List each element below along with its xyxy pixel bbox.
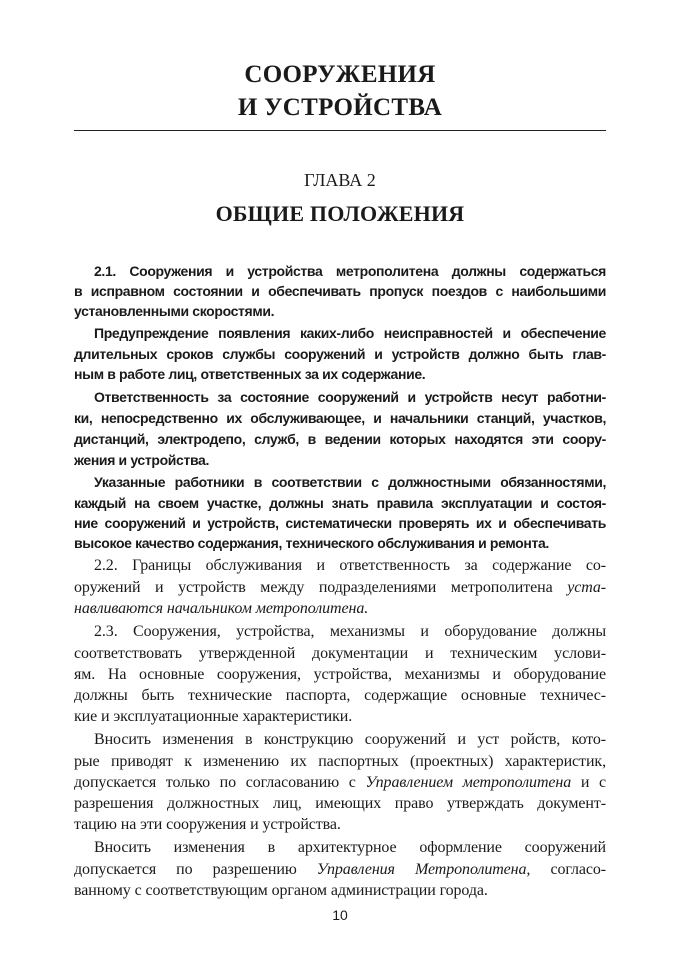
paragraph-responsibility-line: Ответственность за состояние сооружений и устройств несут работни- <box>94 389 606 405</box>
paragraph-construction-line: допускается только по согласованию с Управлением метрополитена и с <box>74 774 606 791</box>
paragraph-construction-line: рые приводят к изменению их паспортных (проектных) характеристик, <box>74 753 606 770</box>
header-divider <box>74 130 606 131</box>
paragraph-2-3-line: 2.3. Сооружения, устройства, механизмы и оборудование должны <box>94 623 606 640</box>
paragraph-2-1-line: в исправном состоянии и обеспечивать пропуск поездов с наибольшими <box>74 283 606 299</box>
paragraph-construction-line: тацию на эти сооружения и устройства. <box>74 816 341 833</box>
paragraph-construction-line: разрешения должностных лиц, имеющих право утверждать документ- <box>74 795 606 812</box>
paragraph-responsibility-line: ки, непосредственно их обслуживающее, и начальники станций, участков, <box>74 410 606 426</box>
paragraph-2-1-line: установленными скоростями. <box>74 303 275 319</box>
chapter-number: ГЛАВА 2 <box>304 170 376 190</box>
paragraph-responsibility-line: жения и устройства. <box>74 452 210 468</box>
paragraph-architecture-line: ванному с соответствующим органом администрации города. <box>74 882 488 899</box>
paragraph-workers-line: каждый на своем участке, должны знать правила эксплуатации и состоя- <box>74 495 606 511</box>
paragraph-2-2-line: 2.2. Границы обслуживания и ответственность за содержание со- <box>94 557 606 574</box>
paragraph-2-2-line: навливаются начальником метрополитена. <box>74 600 369 617</box>
paragraph-prevention-line: ным в работе лиц, ответственных за их содержание. <box>74 366 426 382</box>
paragraph-prevention-line: длительных сроков службы сооружений и устройств должно быть глав- <box>74 346 606 362</box>
paragraph-2-1-line: 2.1. Сооружения и устройства метрополитена должны содержаться <box>94 263 606 279</box>
paragraph-prevention-line: Предупреждение появления каких-либо неисправностей и обеспечение <box>94 325 606 341</box>
paragraph-2-3-line: должны быть технические паспорта, содержащие основные техничес- <box>74 687 606 704</box>
paragraph-architecture-line: Вносить изменения в архитектурное оформление сооружений <box>94 839 606 856</box>
paragraph-2-3-line: соответствовать утвержденной документации и техническим услови- <box>74 645 606 662</box>
paragraph-responsibility-line: дистанций, электродепо, служб, в ведении которых находятся эти соору- <box>74 431 606 447</box>
paragraph-construction-line: Вносить изменения в конструкцию сооружений и уст ройств, кото- <box>94 731 606 748</box>
paragraph-architecture-line: допускается по разрешению Управления Метрополитена, согласо- <box>74 861 606 878</box>
paragraph-workers-line: высокое качество содержания, технического обслуживания и ремонта. <box>74 535 549 551</box>
paragraph-2-3-line: кие и эксплуатационные характеристики. <box>74 708 353 725</box>
chapter-title: ОБЩИЕ ПОЛОЖЕНИЯ <box>215 201 465 226</box>
paragraph-workers-line: Указанные работники в соответствии с должностными обязанностями, <box>94 474 606 490</box>
section-title-line-1: СООРУЖЕНИЯ <box>244 61 436 88</box>
paragraph-2-2-line: оружений и устройств между подразделениями метрополитена уста- <box>74 579 606 596</box>
paragraph-workers-line: ние сооружений и устройств, систематически проверять их и обеспечивать <box>74 515 606 531</box>
section-title-line-2: И УСТРОЙСТВА <box>237 94 443 121</box>
page-number: 10 <box>332 907 348 923</box>
paragraph-2-3-line: ям. На основные сооружения, устройства, механизмы и оборудование <box>74 666 606 683</box>
